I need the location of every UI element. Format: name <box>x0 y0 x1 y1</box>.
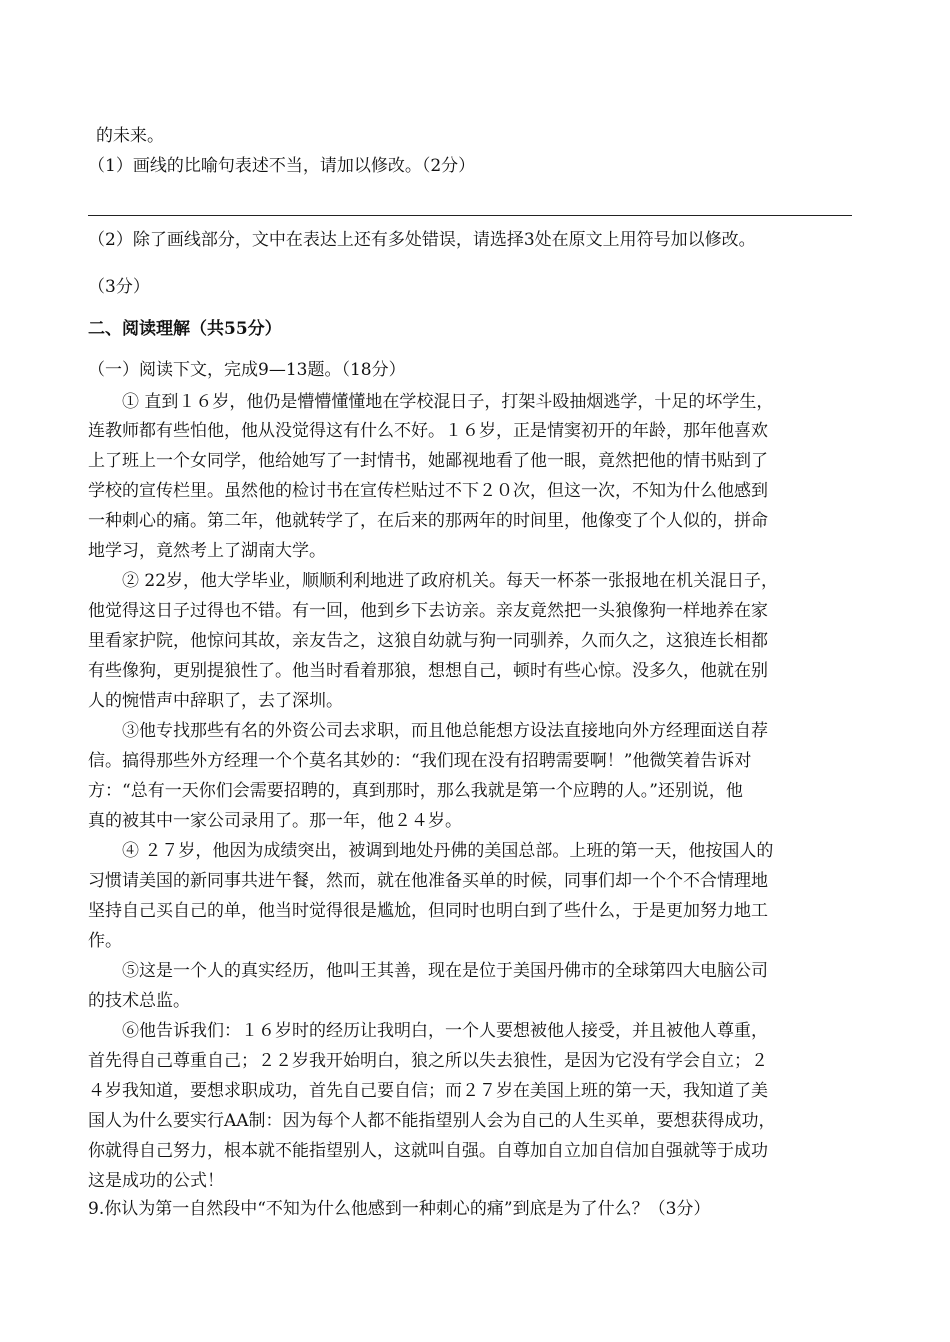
para-1-line: 上了班上一个女同学，他给她写了一封情书，她鄙视地看了他一眼，竟然把他的情书贴到了 <box>88 451 768 471</box>
para-2-line: 他觉得这日子过得也不错。有一回，他到乡下去访亲。亲友竟然把一头狼像狗一样地养在家 <box>88 601 768 621</box>
para-4-line: ④ ２７岁，他因为成绩突出，被调到地处丹佛的美国总部。上班的第一天，他按国人的 <box>122 841 774 861</box>
para-6-line: 这是成功的公式！ <box>88 1171 224 1191</box>
para-3-line: 真的被其中一家公司录用了。那一年，他２４岁。 <box>88 811 462 831</box>
para-2-line: ② 22岁，他大学毕业，顺顺利利地进了政府机关。每天一杯茶一张报地在机关混日子， <box>122 571 779 591</box>
para-2-line: 有些像狗，更别提狼性了。他当时看着那狼，想想自己，顿时有些心惊。没多久，他就在别 <box>88 661 768 681</box>
para-6-line: 国人为什么要实行AA制：因为每个人都不能指望别人会为自己的人生买单，要想获得成功， <box>88 1111 776 1131</box>
para-1-line: 学校的宣传栏里。虽然他的检讨书在宣传栏贴过不下２０次，但这一次，不知为什么他感到 <box>88 481 768 501</box>
para-4-line: 作。 <box>88 931 122 951</box>
para-1-line: 连教师都有些怕他，他从没觉得这有什么不好。１６岁，正是情窦初开的年龄，那年他喜欢 <box>88 421 768 441</box>
para-3-line: 信。搞得那些外方经理一个个莫名其妙的：“我们现在没有招聘需要啊！”他微笑着告诉对 <box>88 751 752 771</box>
question-8-2: （2）除了画线部分，文中在表达上还有多处错误，请选择3处在原文上用符号加以修改。 <box>88 230 756 250</box>
para-4-line: 坚持自己买自己的单，他当时觉得很是尴尬，但同时也明白到了些什么，于是更加努力地工 <box>88 901 768 921</box>
previous-passage-tail: 的未来。 <box>96 126 164 146</box>
para-3-line: 方：“总有一天你们会需要招聘的，真到那时，那么我就是第一个应聘的人。”还别说，他 <box>88 781 743 801</box>
question-8-1: （1）画线的比喻句表述不当，请加以修改。（2分） <box>88 156 476 176</box>
para-6-line: 首先得自己尊重自己；２２岁我开始明白，狼之所以失去狼性，是因为它没有学会自立；２ <box>88 1051 768 1071</box>
para-4-line: 习惯请美国的新同事共进午餐，然而，就在他准备买单的时候，同事们却一个个不合情理地 <box>88 871 768 891</box>
question-8-2-score: （3分） <box>88 277 150 297</box>
subsection-heading: （一）阅读下文，完成9—13题。（18分） <box>88 360 406 380</box>
para-6-line: ４岁我知道，要想求职成功，首先自己要自信；而２７岁在美国上班的第一天，我知道了美 <box>88 1081 768 1101</box>
para-3-line: ③他专找那些有名的外资公司去求职，而且他总能想方设法直接地向外方经理面送自荐 <box>122 721 768 741</box>
para-1-line: ① 直到１６岁，他仍是懵懵懂懂地在学校混日子，打架斗殴抽烟逃学，十足的坏学生， <box>122 392 774 412</box>
para-2-line: 里看家护院，他惊问其故，亲友告之，这狼自幼就与狗一同驯养，久而久之，这狼连长相都 <box>88 631 768 651</box>
para-6-line: 你就得自己努力，根本就不能指望别人，这就叫自强。自尊加自立加自信加自强就等于成功 <box>88 1141 768 1161</box>
para-5-line: ⑤这是一个人的真实经历，他叫王其善，现在是位于美国丹佛市的全球第四大电脑公司 <box>122 961 768 981</box>
para-1-line: 一种刺心的痛。第二年，他就转学了，在后来的那两年的时间里，他像变了个人似的，拼命 <box>88 511 768 531</box>
para-1-line: 地学习，竟然考上了湖南大学。 <box>88 541 326 561</box>
section-heading: 二、阅读理解（共55分） <box>88 319 282 339</box>
para-6-line: ⑥他告诉我们：１６岁时的经历让我明白，一个人要想被他人接受，并且被他人尊重， <box>122 1021 768 1041</box>
para-5-line: 的技术总监。 <box>88 991 190 1011</box>
para-2-line: 人的惋惜声中辞职了，去了深圳。 <box>88 691 343 711</box>
question-9: 9.你认为第一自然段中“不知为什么他感到一种刺心的痛”到底是为了什么？（3分） <box>88 1199 711 1219</box>
answer-line <box>88 215 852 216</box>
